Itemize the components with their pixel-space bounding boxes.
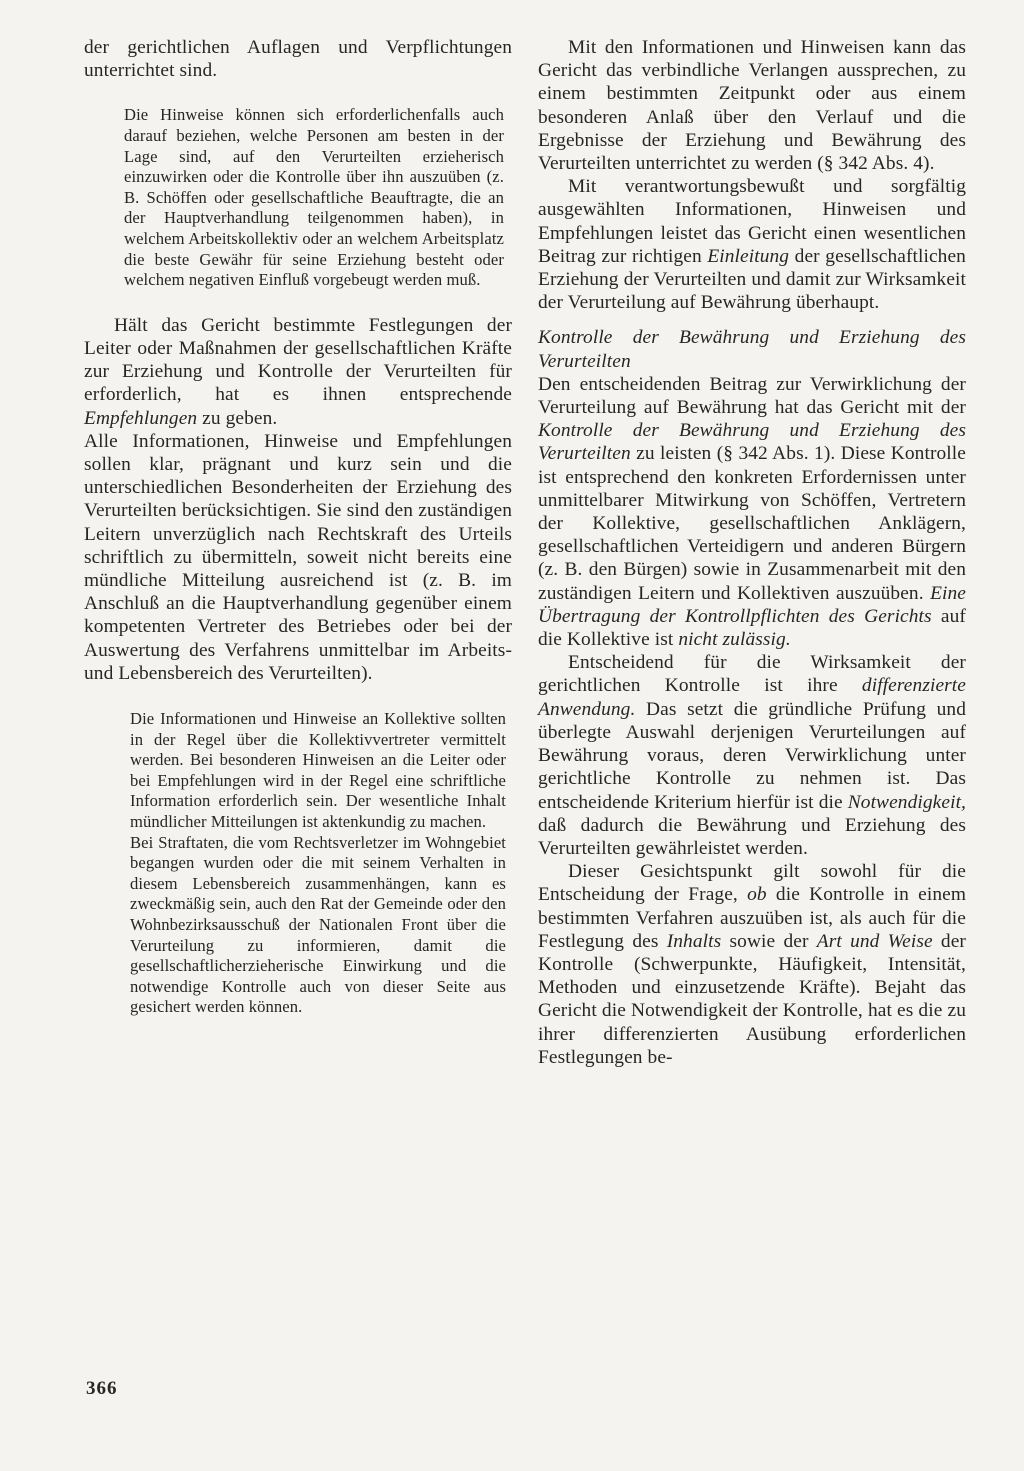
note-paragraph: Die Informationen und Hinweise an Kollektive sollten in der Regel über die Kollektivvertreter vermittelt werden. Bei besonderen Hinweisen an die Leiter oder bei Empfehlungen wird in der Regel eine schriftliche Information erforderlich sein. Der wesentliche Inhalt mündlicher Mitteilungen ist aktenkundig zu machen.	[130, 709, 506, 831]
page-number: 366	[86, 1378, 118, 1399]
note-paragraph: Die Hinweise können sich erforderlichenfalls auch darauf beziehen, welche Personen am besten in der Lage sind, auf den Verurteilten erzieherisch einzuwirken oder die Kontrolle über ihn auszuüben (z. B. Schöffen oder gesellschaftliche Beauftragte, die an der Hauptverhandlung teilgenommen haben), in welchem Arbeitskollektiv oder an welchem Arbeitsplatz die beste Gewähr für seine Erziehung besteht oder welchem negativen Einfluß vorgebeugt werden muß.	[124, 105, 504, 290]
emphasis: Empfehlungen	[84, 407, 198, 429]
text-run: der Kontrolle (Schwerpunkte, Häufigkeit, Intensität, Methoden und einzusetzende Kräfte). Bejaht das Gericht die Notwendigkeit der Kontrolle, hat es die zu ihrer differenzierten Ausübung erforderlichen Festlegungen be-	[538, 930, 966, 1068]
emphasis: Art und Weise	[816, 930, 933, 952]
emphasis: Einleitung	[707, 245, 790, 267]
paragraph: Mit den Informationen und Hinweisen kann das Gericht das verbindliche Verlangen aussprechen, zu einem bestimmten Zeitpunkt oder aus einem besonderen Anlaß über den Verlauf und die Ergebnisse der Erziehung und Bewährung des Verurteilten unterrichtet zu werden (§ 342 Abs. 4).	[538, 37, 966, 175]
text-run: Hält das Gericht bestimmte Festlegungen der Leiter oder Maßnahmen der gesellschaftlichen Kräfte zur Erziehung und Kontrolle der Verurteilten für erforderlich, hat es ihnen entsprechende	[84, 314, 512, 406]
text-run: Entscheidend für die Wirksamkeit der gerichtlichen Kontrolle ist ihre	[538, 652, 966, 697]
text-run: zu geben.	[197, 407, 278, 429]
paragraph	[538, 373, 966, 651]
text-run: auf die Kollektive ist	[538, 605, 966, 651]
text-run: Dieser Gesichtspunkt gilt sowohl für die Entscheidung der Frage,	[538, 861, 966, 906]
section-heading: Kontrolle der Bewährung und Erziehung des Verurteilten	[538, 327, 966, 372]
emphasis: nicht zulässig.	[678, 629, 791, 651]
text-run: Das setzt die gründliche Prüfung und überlegte Auswahl derjenigen Verurteilungen auf Bewährung voraus, deren Verwirklichung unter gerichtliche Kontrolle zu nehmen ist. Das entscheidende Kriterium hierfür ist die	[538, 698, 966, 813]
emphasis: Inhalts	[666, 930, 722, 952]
small-print-note	[124, 105, 504, 290]
paragraph	[84, 314, 512, 430]
paragraph: der gerichtlichen Auflagen und Verpflichtungen unterrichtet sind.	[84, 37, 512, 82]
text-run: zu leisten (§ 342 Abs. 1). Diese Kontrolle ist entsprechend den konkreten Erfordernissen unter unmittelbarer Mitwirkung von Schöffen, Vertretern der Kollektive, gesellschaftlichen Anklägern, gesellschaftlichen Verteidigern und anderen Bürgern (z. B. den Bürgen) sowie in Zusammenarbeit mit den zuständigen Leitern und Kollektiven auszuüben.	[538, 443, 966, 604]
right-column	[538, 36, 966, 1069]
paragraph	[538, 175, 966, 314]
text-run: sowie der	[721, 930, 817, 952]
text-run: die Kontrolle in einem bestimmten Verfahren auszuüben ist, als auch für die Festlegung des	[538, 884, 967, 952]
emphasis: Eine Übertragung der Kontrollpflichten des Gerichts	[538, 582, 966, 627]
text-run: Den entscheidenden Beitrag zur Verwirklichung der Verurteilung auf Bewährung hat das Gericht mit der	[538, 373, 966, 419]
small-print-note	[130, 709, 506, 1018]
text-run: daß dadurch die Bewährung und Erziehung des Verurteilten gewährleistet werden.	[538, 814, 966, 859]
paragraph: Alle Informationen, Hinweise und Empfehlungen sollen klar, prägnant und kurz sein und die unterschiedlichen Besonderheiten der Erziehung des Verurteilten berücksichtigen. Sie sind den zuständigen Leitern unverzüglich nach Rechtskraft des Urteils schriftlich zu übermitteln, soweit nicht bereits eine mündliche Mitteilung ausreichend ist (z. B. im Anschluß an die Hauptverhandlung gegenüber einem kompetenten Vertreter des Betriebes oder bei der Auswertung des Verfahrens unmittelbar im Arbeits- und Lebensbereich des Verurteilten).	[84, 430, 512, 684]
left-column	[84, 36, 512, 1018]
paragraph	[538, 651, 966, 860]
emphasis: ob	[747, 884, 767, 906]
text-run: der gesellschaftlichen Erziehung der Verurteilten und damit zur Wirksamkeit der Verurteilung auf Bewährung überhaupt.	[538, 245, 966, 314]
emphasis: differenzierte Anwendung.	[538, 675, 966, 720]
note-paragraph: Bei Straftaten, die vom Rechtsverletzer im Wohngebiet begangen wurden oder die mit seinem Verhalten in diesem Lebensbereich zusammenhängen, kann es zweckmäßig sein, auch den Rat der Gemeinde oder den Wohnbezirksausschuß der Nationalen Front über die Verurteilung zu informieren, damit die gesellschaftlicherzieherische Einwirkung und die notwendige Kontrolle auch von dieser Seite aus gesichert werden können.	[130, 832, 506, 1017]
emphasis: Kontrolle der Bewährung und Erziehung des Verurteilten	[538, 420, 966, 465]
text-run: Mit verantwortungsbewußt und sorgfältig ausgewählten Informationen, Hinweisen und Empfehlungen leistet das Gericht einen wesentlichen Beitrag zur richtigen	[538, 176, 966, 267]
paragraph	[538, 860, 966, 1069]
emphasis: Notwendigkeit,	[847, 791, 966, 813]
